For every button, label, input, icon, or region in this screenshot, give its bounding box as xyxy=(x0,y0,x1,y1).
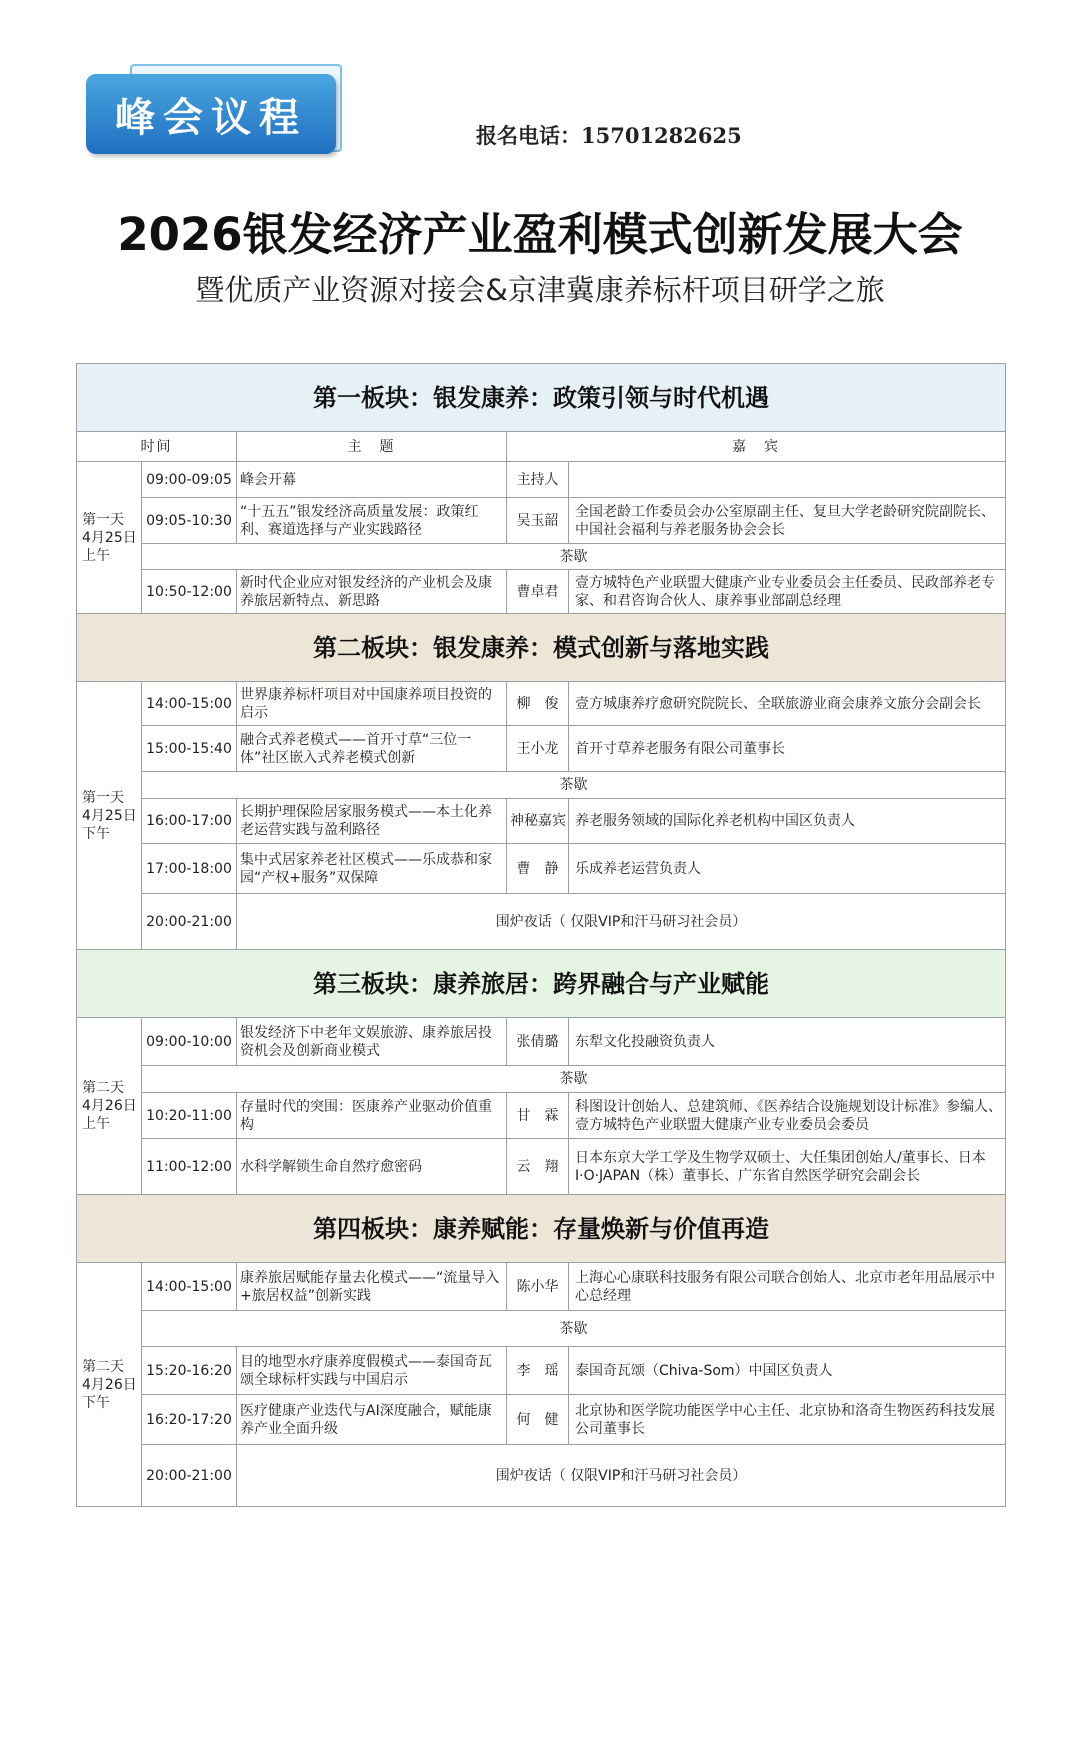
day-label: 第二天 4月26日 下午 xyxy=(77,1263,142,1507)
speaker-title: 上海心心康联科技服务有限公司联合创始人、北京市老年用品展示中心总经理 xyxy=(569,1263,1006,1311)
agenda-badge xyxy=(84,64,344,158)
session-time: 10:50-12:00 xyxy=(142,570,237,614)
day-label: 第一天 4月25日 下午 xyxy=(77,682,142,950)
block-title: 第一板块：银发康养：政策引领与时代机遇 xyxy=(77,364,1006,432)
speaker-name: 曹 静 xyxy=(507,844,569,894)
speaker-name: 李 瑶 xyxy=(507,1347,569,1395)
tea-break: 茶歇 xyxy=(142,772,1006,799)
evening-row xyxy=(77,894,1006,950)
speaker-name: 吴玉韶 xyxy=(507,498,569,544)
speaker-name: 云 翔 xyxy=(507,1139,569,1195)
speaker-name: 曹卓君 xyxy=(507,570,569,614)
session-topic: 集中式居家养老社区模式——乐成恭和家园“产权+服务”双保障 xyxy=(237,844,507,894)
day-label: 第一天 4月25日 上午 xyxy=(77,462,142,614)
break-row xyxy=(77,772,1006,799)
session-time: 20:00-21:00 xyxy=(142,894,237,950)
speaker-name: 主持人 xyxy=(507,462,569,498)
speaker-name: 陈小华 xyxy=(507,1263,569,1311)
block-header-row xyxy=(77,614,1006,682)
session-time: 09:00-09:05 xyxy=(142,462,237,498)
session-topic: 长期护理保险居家服务模式——本土化养老运营实践与盈利路径 xyxy=(237,799,507,844)
speaker-title: 全国老龄工作委员会办公室原副主任、复旦大学老龄研究院副院长、中国社会福利与养老服务协会会长 xyxy=(569,498,1006,544)
session-time: 10:20-11:00 xyxy=(142,1093,237,1139)
col-time-header: 时间 xyxy=(77,432,237,462)
col-guest-header: 嘉 宾 xyxy=(507,432,1006,462)
session-time: 11:00-12:00 xyxy=(142,1139,237,1195)
badge-label: 峰会议程 xyxy=(86,74,336,154)
session-time: 09:05-10:30 xyxy=(142,498,237,544)
break-row xyxy=(77,544,1006,570)
page-subtitle: 暨优质产业资源对接会&京津冀康养标杆项目研学之旅 xyxy=(195,273,885,307)
block-header-row xyxy=(77,950,1006,1018)
speaker-title: 养老服务领域的国际化养老机构中国区负责人 xyxy=(569,799,1006,844)
evening-session: 围炉夜话（ 仅限VIP和汗马研习社会员） xyxy=(237,1445,1006,1507)
evening-row xyxy=(77,1445,1006,1507)
column-header-row xyxy=(77,432,1006,462)
session-row xyxy=(77,1139,1006,1195)
speaker-title: 乐成养老运营负责人 xyxy=(569,844,1006,894)
session-topic: 康养旅居赋能存量去化模式——“流量导入+旅居权益”创新实践 xyxy=(237,1263,507,1311)
speaker-title: 壹方城特色产业联盟大健康产业专业委员会主任委员、民政部养老专家、和君咨询合伙人、康养事业部副总经理 xyxy=(569,570,1006,614)
tea-break: 茶歇 xyxy=(142,544,1006,570)
session-row xyxy=(77,1018,1006,1066)
speaker-title: 北京协和医学院功能医学中心主任、北京协和洛奇生物医药科技发展公司董事长 xyxy=(569,1395,1006,1445)
break-row xyxy=(77,1311,1006,1347)
session-topic: 银发经济下中老年文娱旅游、康养旅居投资机会及创新商业模式 xyxy=(237,1018,507,1066)
session-time: 17:00-18:00 xyxy=(142,844,237,894)
block-title: 第三板块：康养旅居：跨界融合与产业赋能 xyxy=(77,950,1006,1018)
tea-break: 茶歇 xyxy=(142,1311,1006,1347)
speaker-name: 王小龙 xyxy=(507,726,569,772)
session-row xyxy=(77,462,1006,498)
registration-phone: 报名电话：15701282625 xyxy=(476,123,742,148)
speaker-name: 何 健 xyxy=(507,1395,569,1445)
evening-session: 围炉夜话（ 仅限VIP和汗马研习社会员） xyxy=(237,894,1006,950)
page-title: 2026银发经济产业盈利模式创新发展大会 xyxy=(117,208,963,261)
session-row xyxy=(77,799,1006,844)
speaker-title: 日本东京大学工学及生物学双硕士、大任集团创始人/董事长、日本I·O·JAPAN（株）董事长、广东省自然医学研究会副会长 xyxy=(569,1139,1006,1195)
session-topic: 目的地型水疗康养度假模式——泰国奇瓦颂全球标杆实践与中国启示 xyxy=(237,1347,507,1395)
speaker-name: 神秘嘉宾 xyxy=(507,799,569,844)
block-title: 第四板块：康养赋能：存量焕新与价值再造 xyxy=(77,1195,1006,1263)
speaker-title: 壹方城康养疗愈研究院院长、全联旅游业商会康养文旅分会副会长 xyxy=(569,682,1006,726)
session-row xyxy=(77,1347,1006,1395)
session-topic: “十五五”银发经济高质量发展：政策红利、赛道选择与产业实践路径 xyxy=(237,498,507,544)
day-label: 第二天 4月26日 上午 xyxy=(77,1018,142,1195)
session-topic: 世界康养标杆项目对中国康养项目投资的启示 xyxy=(237,682,507,726)
session-time: 15:00-15:40 xyxy=(142,726,237,772)
speaker-name: 柳 俊 xyxy=(507,682,569,726)
session-time: 15:20-16:20 xyxy=(142,1347,237,1395)
speaker-title: 首开寸草养老服务有限公司董事长 xyxy=(569,726,1006,772)
block-title: 第二板块：银发康养：模式创新与落地实践 xyxy=(77,614,1006,682)
agenda-table xyxy=(76,363,1006,1507)
session-time: 16:00-17:00 xyxy=(142,799,237,844)
session-row xyxy=(77,1263,1006,1311)
session-time: 16:20-17:20 xyxy=(142,1395,237,1445)
speaker-title: 东犁文化投融资负责人 xyxy=(569,1018,1006,1066)
session-topic: 新时代企业应对银发经济的产业机会及康养旅居新特点、新思路 xyxy=(237,570,507,614)
session-row xyxy=(77,1395,1006,1445)
block-header-row xyxy=(77,364,1006,432)
speaker-name: 甘 霖 xyxy=(507,1093,569,1139)
session-row xyxy=(77,726,1006,772)
block-header-row xyxy=(77,1195,1006,1263)
session-time: 20:00-21:00 xyxy=(142,1445,237,1507)
speaker-title: 科图设计创始人、总建筑师、《医养结合设施规划设计标准》参编人、壹方城特色产业联盟大健康产业专业委员会委员 xyxy=(569,1093,1006,1139)
col-topic-header: 主 题 xyxy=(237,432,507,462)
speaker-title: 泰国奇瓦颂（Chiva-Som）中国区负责人 xyxy=(569,1347,1006,1395)
session-topic: 存量时代的突围：医康养产业驱动价值重构 xyxy=(237,1093,507,1139)
speaker-title xyxy=(569,462,1006,498)
session-time: 09:00-10:00 xyxy=(142,1018,237,1066)
session-row xyxy=(77,682,1006,726)
tea-break: 茶歇 xyxy=(142,1066,1006,1093)
session-topic: 医疗健康产业迭代与AI深度融合，赋能康养产业全面升级 xyxy=(237,1395,507,1445)
session-topic: 水科学解锁生命自然疗愈密码 xyxy=(237,1139,507,1195)
session-row xyxy=(77,570,1006,614)
session-row xyxy=(77,844,1006,894)
session-row xyxy=(77,498,1006,544)
session-row xyxy=(77,1093,1006,1139)
speaker-name: 张倩璐 xyxy=(507,1018,569,1066)
session-time: 14:00-15:00 xyxy=(142,1263,237,1311)
session-topic: 融合式养老模式——首开寸草“三位一体”社区嵌入式养老模式创新 xyxy=(237,726,507,772)
break-row xyxy=(77,1066,1006,1093)
session-topic: 峰会开幕 xyxy=(237,462,507,498)
session-time: 14:00-15:00 xyxy=(142,682,237,726)
